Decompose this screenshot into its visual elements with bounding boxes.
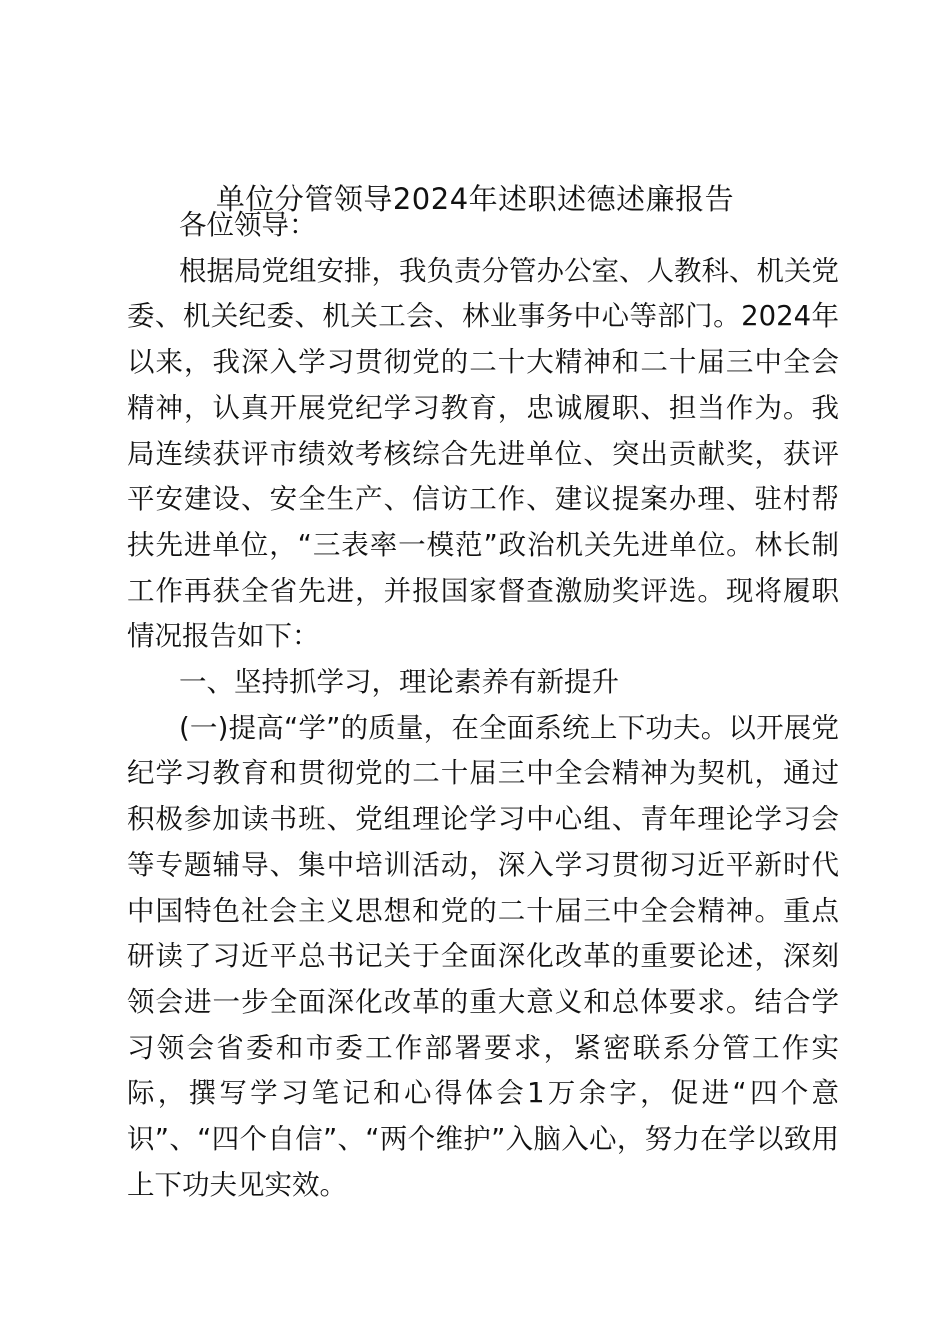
paragraph-subsection-1: (一)提高“学”的质量，在全面系统上下功夫。以开展党纪学习教育和贯彻党的二十届三中全会精神为契机，通过积极参加读书班、党组理论学习中心组、青年理论学习会等专题辅导、集中培训活动，深入学习贯彻习近平新时代中国特色社会主义思想和党的二十届三中全会精神。重点研读了习近平总书记关于全面深化改革的重要论述，深刻领会进一步全面深化改革的重大意义和总体要求。结合学习领会省委和市委工作部署要求，紧密联系分管工作实际，撰写学习笔记和心得体会1万余字，促进“四个意识”、“四个自信”、“两个维护”入脑入心，努力在学以致用上下功夫见实效。 <box>127 711 839 1201</box>
document-title: 单位分管领导2024年述职述德述廉报告 <box>215 182 735 216</box>
section-heading-1: 一、坚持抓学习，理论素养有新提升 <box>179 666 619 699</box>
document-body <box>127 203 839 1208</box>
salutation: 各位领导： <box>179 209 317 241</box>
paragraph-intro: 根据局党组安排，我负责分管办公室、人教科、机关党委、机关纪委、机关工会、林业事务中心等部门。2024年以来，我深入学习贯彻党的二十大精神和二十届三中全会精神，认真开展党纪学习教育，忠诚履职、担当作为。我局连续获评市绩效考核综合先进单位、突出贡献奖，获评平安建设、安全生产、信访工作、建议提案办理、驻村帮扶先进单位，“三表率一模范”政治机关先进单位。林长制工作再获全省先进，并报国家督查激励奖评选。现将履职情况报告如下： <box>127 254 839 653</box>
